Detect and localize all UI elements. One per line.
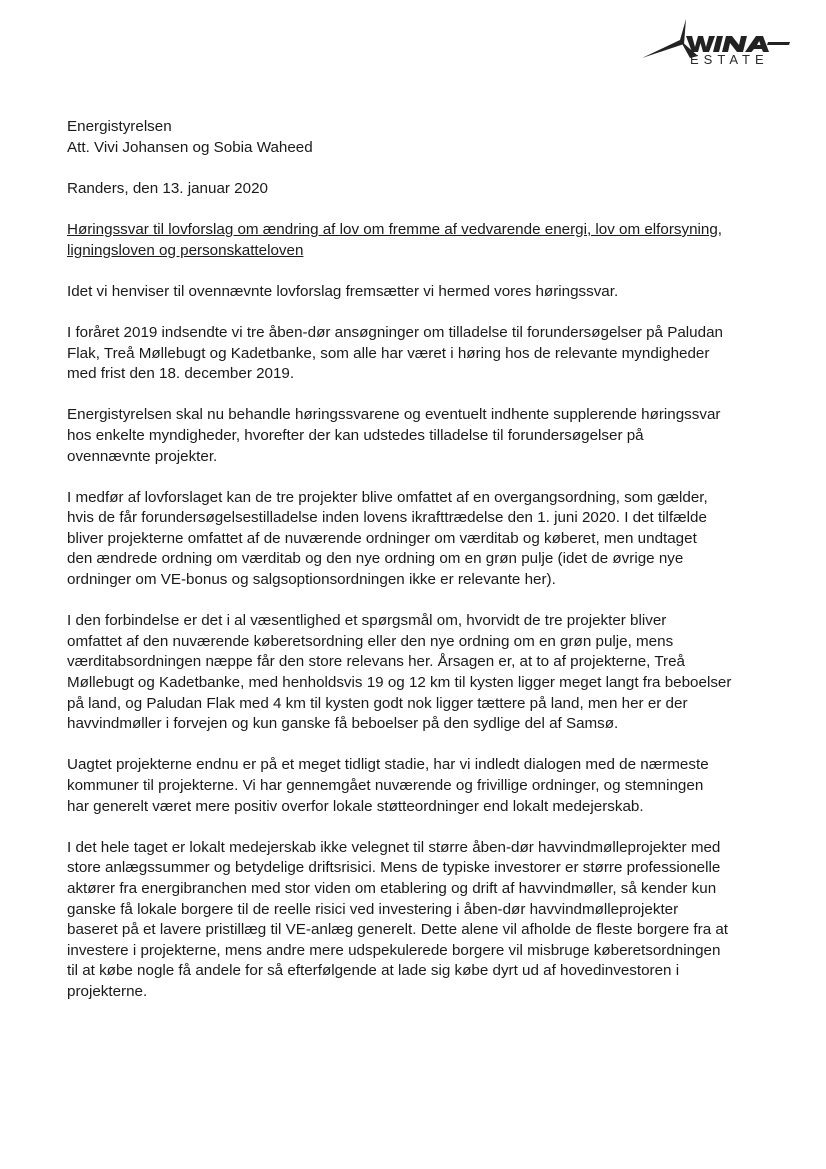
recipient-name: Energistyrelsen xyxy=(67,118,172,135)
paragraph-line: hos enkelte myndigheder, hvorefter der kan udstedes tilladelse til forundersøgelser på xyxy=(67,426,644,444)
paragraph-line: Flak, Treå Møllebugt og Kadetbanke, som alle har været i høring hos de relevante myndigheder xyxy=(67,344,710,362)
recipient-attention: Att. Vivi Johansen og Sobia Waheed xyxy=(67,138,313,156)
paragraph-line: på land, og Paludan Flak med 4 km til kysten godt nok ligger tættere på land, men her er der xyxy=(67,694,688,712)
company-logo xyxy=(640,14,800,74)
paragraph xyxy=(67,282,747,303)
paragraph-line: Idet vi henviser til ovennævnte lovforslag fremsætter vi hermed vores høringssvar. xyxy=(67,282,619,300)
paragraph-line: værditabsordningen næppe får den store relevans her. Årsagen er, at to af projekterne, Treå xyxy=(67,653,685,671)
paragraph-line: investere i projekterne, mens andre mere udspekulerede borgere vil misbruge køberetsordningen xyxy=(67,941,721,959)
paragraph xyxy=(67,488,747,591)
paragraph-line: Møllebugt og Kadetbanke, med henholdsvis 19 og 12 km til kysten ligger meget langt fra beboelser xyxy=(67,674,732,692)
letter-paragraphs xyxy=(67,282,747,1003)
paragraph-line: I det hele taget er lokalt medejerskab ikke velegnet til større åben-dør havvindmølleprojekter med xyxy=(67,838,721,856)
place-date: Randers, den 13. januar 2020 xyxy=(67,179,268,197)
letter-body xyxy=(67,117,747,1023)
paragraph-line: ganske få lokale borgere til de reelle risici ved investering i åben-dør havvindmølleprojekter xyxy=(67,900,679,918)
paragraph-line: med frist den 18. december 2019. xyxy=(67,365,295,383)
subject-line-2: ligningsloven og personskatteloven xyxy=(67,241,304,259)
paragraph-line: I foråret 2019 indsendte vi tre åben-dør ansøgninger om tilladelse til forundersøgelser på Paludan xyxy=(67,323,723,341)
paragraph-line: ovennævnte projekter. xyxy=(67,447,218,465)
logo-subtitle: ESTATE xyxy=(690,52,769,67)
paragraph-line: Energistyrelsen skal nu behandle høringssvarene og eventuelt indhente supplerende høringssvar xyxy=(67,406,721,424)
paragraph-line: ordninger om VE-bonus og salgsoptionsordningen ikke er relevante her). xyxy=(67,571,556,589)
paragraph-line: Uagtet projekterne endnu er på et meget tidligt stadie, har vi indledt dialogen med de nærmeste xyxy=(67,756,709,774)
paragraph-line: store anlægssummer og betydelige driftsrisici. Mens de typiske investorer er større professionelle xyxy=(67,859,721,877)
letter-subject xyxy=(67,220,747,261)
paragraph-line: hvis de får forundersøgelsestilladelse inden lovens ikrafttrædelse den 1. juni 2020. I det tilfælde xyxy=(67,509,707,527)
paragraph-line: havvindmøller i forvejen og kun ganske få beboelser på den sydlige del af Samsø. xyxy=(67,715,619,733)
paragraph xyxy=(67,323,747,385)
paragraph-line: til at købe nogle få andele for så efterfølgende at lade sig købe dyrt ud af hovedinvestoren i xyxy=(67,962,680,980)
paragraph xyxy=(67,838,747,1003)
paragraph-line: baseret på et lavere pristillæg til VE-anlæg generelt. Dette alene vil afholde de fleste borgere fra at xyxy=(67,921,729,939)
paragraph-line: I medfør af lovforslaget kan de tre projekter blive omfattet af en overgangsordning, som gælder, xyxy=(67,488,708,506)
paragraph xyxy=(67,405,747,467)
paragraph xyxy=(67,611,747,735)
paragraph-line: I den forbindelse er det i al væsentlighed et spørgsmål om, hvorvidt de tre projekter bliver xyxy=(67,612,667,630)
paragraph-line: omfattet af den nuværende køberetsordning eller den nye ordning om en grøn pulje, mens xyxy=(67,632,674,650)
paragraph-line: har generelt været mere positiv overfor lokale støtteordninger end lokalt medejerskab. xyxy=(67,797,644,815)
subject-line-1: Høringssvar til lovforslag om ændring af lov om fremme af vedvarende energi, lov om elforsyning, xyxy=(67,220,723,238)
paragraph-line: bliver projekterne omfattet af de nuværende ordninger om værditab og køberet, men undtaget xyxy=(67,529,697,547)
paragraph-line: den ændrede ordning om værditab og den nye ordning om en grøn pulje (idet de øvrige nye xyxy=(67,550,684,568)
paragraph-line: projekterne. xyxy=(67,982,148,1000)
paragraph xyxy=(67,755,747,817)
paragraph-line: kommuner til projekterne. Vi har gennemgået nuværende og frivillige ordninger, og stemningen xyxy=(67,777,704,794)
paragraph-line: aktører fra energibranchen med stor viden om etablering og drift af havvindmøller, så kender kun xyxy=(67,879,717,897)
